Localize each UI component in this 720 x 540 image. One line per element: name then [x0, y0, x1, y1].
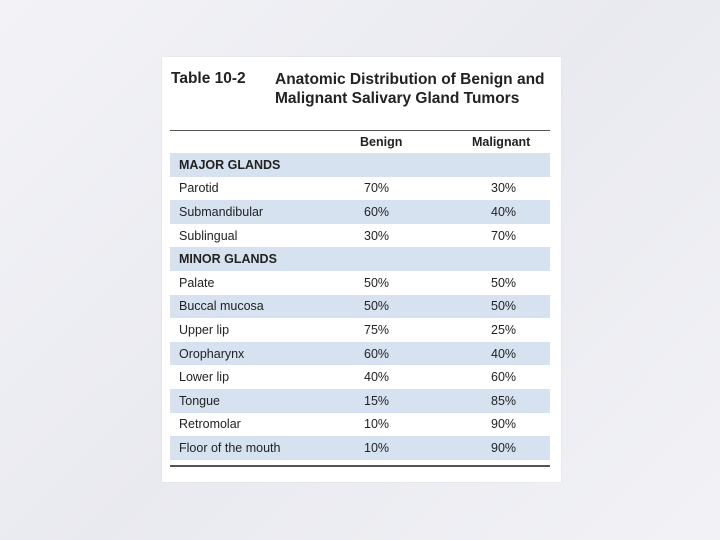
benign-value: 60% [364, 204, 390, 219]
site-name: Palate [179, 275, 215, 290]
benign-value: 15% [364, 393, 390, 408]
site-name: Oropharynx [179, 346, 245, 361]
table-row [170, 318, 550, 342]
malignant-value: 30% [491, 181, 517, 196]
benign-value: 50% [364, 275, 390, 290]
site-name: Lower lip [179, 370, 230, 385]
benign-value: 30% [364, 228, 390, 243]
malignant-value: 40% [491, 204, 517, 219]
table-row [170, 436, 550, 460]
malignant-column-header: Malignant [472, 135, 531, 149]
section-header-row [170, 153, 550, 177]
table-row [170, 177, 550, 201]
malignant-value: 85% [491, 393, 517, 408]
benign-value: 60% [364, 346, 390, 361]
benign-column-header: Benign [360, 135, 403, 149]
site-name: Floor of the mouth [179, 440, 281, 455]
top-rule [170, 130, 550, 131]
site-name: Parotid [179, 181, 219, 196]
malignant-value: 50% [491, 275, 517, 290]
table-row [170, 224, 550, 248]
section-label: MINOR GLANDS [179, 252, 277, 267]
site-name: Submandibular [179, 204, 264, 219]
benign-value: 10% [364, 417, 390, 432]
section-header-row [170, 247, 550, 271]
malignant-value: 70% [491, 228, 517, 243]
benign-value: 10% [364, 440, 390, 455]
site-name: Sublingual [179, 228, 238, 243]
site-name: Upper lip [179, 322, 230, 337]
table-title: Anatomic Distribution of Benign and Malignant Salivary Gland Tumors [275, 71, 545, 107]
benign-value: 40% [364, 370, 390, 385]
table-row [170, 200, 550, 224]
table-row [170, 295, 550, 319]
bottom-rule [170, 465, 550, 467]
table-row [170, 271, 550, 295]
table-row [170, 389, 550, 413]
malignant-value: 90% [491, 440, 517, 455]
malignant-value: 50% [491, 299, 517, 314]
table-body [170, 153, 550, 460]
site-name: Buccal mucosa [179, 299, 264, 314]
table-page [162, 57, 561, 482]
malignant-value: 25% [491, 322, 517, 337]
benign-value: 70% [364, 181, 390, 196]
table-row [170, 365, 550, 389]
table-row [170, 342, 550, 366]
benign-value: 50% [364, 299, 390, 314]
malignant-value: 90% [491, 417, 517, 432]
table-caption [171, 70, 551, 108]
table-row [170, 413, 550, 437]
site-name: Tongue [179, 393, 221, 408]
section-label: MAJOR GLANDS [179, 157, 281, 172]
malignant-value: 40% [491, 346, 517, 361]
benign-value: 75% [364, 322, 390, 337]
malignant-value: 60% [491, 370, 517, 385]
site-name: Retromolar [179, 417, 241, 432]
table-number: Table 10-2 [171, 70, 246, 87]
